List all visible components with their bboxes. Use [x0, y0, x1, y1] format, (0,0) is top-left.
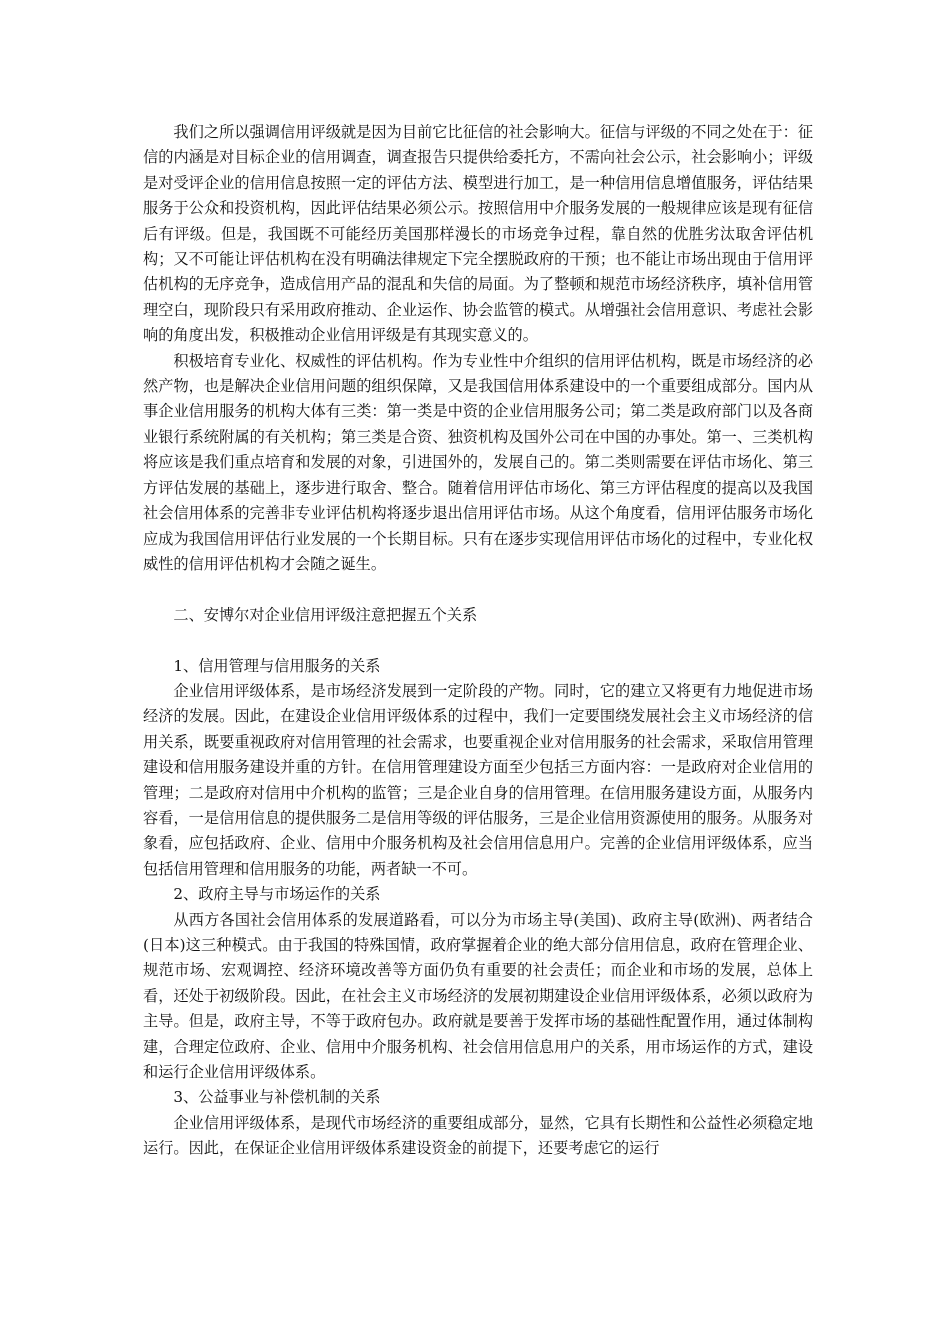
spacer — [143, 628, 813, 653]
subsection-heading-3: 3、公益事业与补偿机制的关系 — [173, 1088, 381, 1107]
subsection-heading-1: 1、信用管理与信用服务的关系 — [173, 656, 381, 675]
section-heading: 二、安博尔对企业信用评级注意把握五个关系 — [173, 605, 478, 624]
intro-paragraph-2: 积极培育专业化、权威性的评估机构。作为专业性中介组织的信用评估机构，既是市场经济的必然产物，也是解决企业信用问题的组织保障，又是我国信用体系建设中的一个重要组成部分。国内从事企业信用服务的机构大体有三类：第一类是中资的企业信用服务公司；第二类是政府部门以及各商业银行系统附属的有关机构；第三类是合资、独资机构及国外公司在中国的办事处。第一、三类机构将应该是我们重点培育和发展的对象，引进国外的，发展自己的。第二类则需要在评估市场化、第三方评估发展的基础上，逐步进行取舍、整合。随着信用评估市场化、第三方评估程度的提高以及我国社会信用体系的完善非专业评估机构将逐步退出信用评估市场。从这个角度看，信用评估服务市场化应成为我国信用评估行业发展的一个长期目标。只有在逐步实现信用评估市场化的过程中，专业化权威性的信用评估机构才会随之诞生。 — [143, 351, 813, 573]
subsection-heading-2: 2、政府主导与市场运作的关系 — [173, 885, 381, 904]
spacer — [143, 577, 813, 602]
subsection-paragraph-1: 企业信用评级体系，是市场经济发展到一定阶段的产物。同时，它的建立又将更有力地促进市场经济的发展。因此，在建设企业信用评级体系的过程中，我们一定要围绕发展社会主义市场经济的信用关系，既要重视政府对信用管理的社会需求，也要重视企业对信用服务的社会需求，采取信用管理建设和信用服务建设并重的方针。在信用管理建设方面至少包括三方面内容：一是政府对企业信用的管理；二是政府对信用中介机构的监管；三是企业自身的信用管理。在信用服务建设方面，从服务内容看，一是信用信息的提供服务二是信用等级的评估服务，三是企业信用资源使用的服务。从服务对象看，应包括政府、企业、信用中介服务机构及社会信用信息用户。完善的企业信用评级体系，应当包括信用管理和信用服务的功能，两者缺一不可。 — [143, 681, 813, 878]
document-page — [143, 120, 813, 1162]
subsection-paragraph-2: 从西方各国社会信用体系的发展道路看，可以分为市场主导(美国)、政府主导(欧洲)、两者结合(日本)这三种模式。由于我国的特殊国情，政府掌握着企业的绝大部分信用信息，政府在管理企业、规范市场、宏观调控、经济环境改善等方面仍负有重要的社会责任；而企业和市场的发展，总体上看，还处于初级阶段。因此，在社会主义市场经济的发展初期建设企业信用评级体系，必须以政府为主导。但是，政府主导，不等于政府包办。政府就是要善于发挥市场的基础性配置作用，通过体制构建，合理定位政府、企业、信用中介服务机构、社会信用信息用户的关系，用市场运作的方式，建设和运行企业信用评级体系。 — [143, 910, 813, 1081]
subsection-paragraph-3: 企业信用评级体系，是现代市场经济的重要组成部分，显然，它具有长期性和公益性必须稳定地运行。因此，在保证企业信用评级体系建设资金的前提下，还要考虑它的运行 — [143, 1113, 813, 1158]
intro-paragraph-1: 我们之所以强调信用评级就是因为目前它比征信的社会影响大。征信与评级的不同之处在于：征信的内涵是对目标企业的信用调查，调查报告只提供给委托方，不需向社会公示，社会影响小；评级是对受评企业的信用信息按照一定的评估方法、模型进行加工，是一种信用信息增值服务，评估结果服务于公众和投资机构，因此评估结果必须公示。按照信用中介服务发展的一般规律应该是现有征信后有评级。但是，我国既不可能经历美国那样漫长的市场竞争过程，靠自然的优胜劣汰取舍评估机构；又不可能让评估机构在没有明确法律规定下完全摆脱政府的干预；也不能让市场出现由于信用评估机构的无序竞争，造成信用产品的混乱和失信的局面。为了整顿和规范市场经济秩序，填补信用管理空白，现阶段只有采用政府推动、企业运作、协会监管的模式。从增强社会信用意识、考虑社会影响的角度出发，积极推动企业信用评级是有其现实意义的。 — [143, 123, 813, 345]
